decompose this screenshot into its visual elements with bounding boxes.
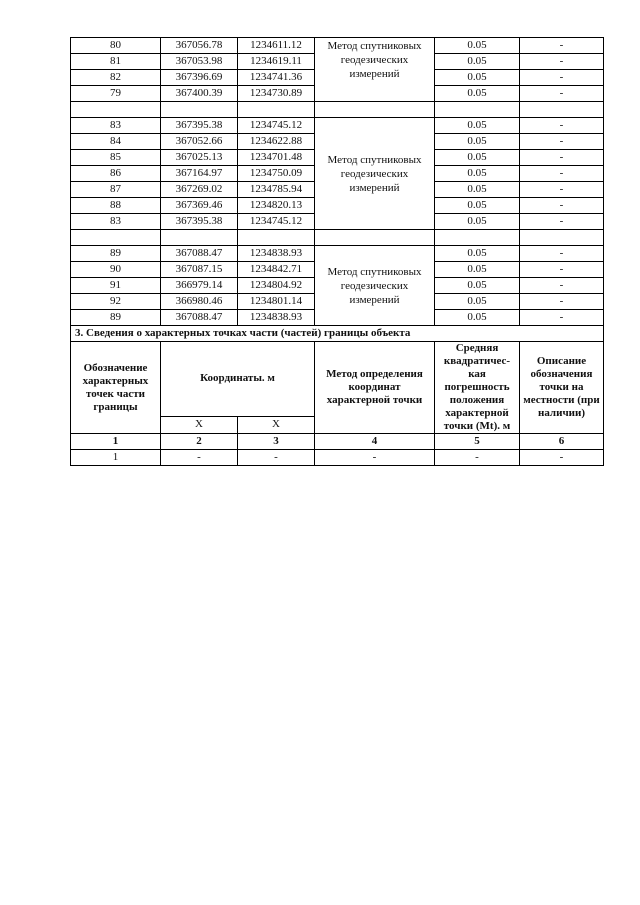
column-number: 5: [435, 434, 520, 450]
coord-y-cell: 1234701.48: [238, 150, 315, 166]
empty-cell: [238, 230, 315, 246]
description-cell: -: [520, 38, 604, 54]
empty-cell: [238, 102, 315, 118]
accuracy-cell: 0.05: [435, 214, 520, 230]
point-number-cell: 85: [71, 150, 161, 166]
empty-cell: [520, 230, 604, 246]
section3-cell: 1: [71, 450, 161, 466]
point-number-cell: 81: [71, 54, 161, 70]
point-number-cell: 89: [71, 246, 161, 262]
column-number: 4: [315, 434, 435, 450]
empty-cell: [71, 230, 161, 246]
coord-x-cell: 367396.69: [161, 70, 238, 86]
point-number-cell: 88: [71, 198, 161, 214]
coord-y-cell: 1234730.89: [238, 86, 315, 102]
description-cell: -: [520, 278, 604, 294]
empty-cell: [161, 230, 238, 246]
point-number-cell: 87: [71, 182, 161, 198]
point-number-cell: 79: [71, 86, 161, 102]
accuracy-cell: 0.05: [435, 166, 520, 182]
coord-y-cell: 1234838.93: [238, 246, 315, 262]
description-cell: -: [520, 70, 604, 86]
accuracy-cell: 0.05: [435, 70, 520, 86]
accuracy-cell: 0.05: [435, 246, 520, 262]
coord-x-cell: 366979.14: [161, 278, 238, 294]
header-designation: Обозначение характерных точек части границы: [71, 342, 161, 434]
header-y: X: [238, 416, 315, 433]
empty-cell: [315, 230, 435, 246]
accuracy-cell: 0.05: [435, 38, 520, 54]
coord-x-cell: 366980.46: [161, 294, 238, 310]
accuracy-cell: 0.05: [435, 182, 520, 198]
coord-x-cell: 367269.02: [161, 182, 238, 198]
coord-y-cell: 1234838.93: [238, 310, 315, 326]
point-number-cell: 82: [71, 70, 161, 86]
description-cell: -: [520, 262, 604, 278]
accuracy-cell: 0.05: [435, 310, 520, 326]
description-cell: -: [520, 214, 604, 230]
header-x: X: [161, 416, 238, 433]
description-cell: -: [520, 310, 604, 326]
column-number: 3: [238, 434, 315, 450]
section-title: 3. Сведения о характерных точках части (частей) границы объекта: [71, 326, 604, 342]
method-cell: Метод спутниковых геодезических измерений: [315, 38, 435, 102]
coord-x-cell: 367395.38: [161, 118, 238, 134]
accuracy-cell: 0.05: [435, 262, 520, 278]
point-number-cell: 84: [71, 134, 161, 150]
description-cell: -: [520, 86, 604, 102]
coord-y-cell: 1234820.13: [238, 198, 315, 214]
coord-y-cell: 1234842.71: [238, 262, 315, 278]
point-number-cell: 92: [71, 294, 161, 310]
point-number-cell: 86: [71, 166, 161, 182]
description-cell: -: [520, 166, 604, 182]
header-method: Метод определения координат характерной точки: [315, 342, 435, 434]
coord-y-cell: 1234750.09: [238, 166, 315, 182]
table-row: [71, 118, 604, 134]
empty-cell: [520, 102, 604, 118]
empty-cell: [71, 102, 161, 118]
coord-x-cell: 367087.15: [161, 262, 238, 278]
method-cell: Метод спутниковых геодезических измерений: [315, 246, 435, 326]
spacer-row: [71, 230, 604, 246]
coord-x-cell: 367164.97: [161, 166, 238, 182]
section3-cell: -: [520, 450, 604, 466]
coord-x-cell: 367053.98: [161, 54, 238, 70]
description-cell: -: [520, 294, 604, 310]
description-cell: -: [520, 54, 604, 70]
description-cell: -: [520, 150, 604, 166]
coord-x-cell: 367088.47: [161, 310, 238, 326]
header-coordinates: Координаты. м: [161, 342, 315, 417]
coord-y-cell: 1234745.12: [238, 214, 315, 230]
accuracy-cell: 0.05: [435, 150, 520, 166]
header-description: Описание обозначения точки на местности (при наличии): [520, 342, 604, 434]
accuracy-cell: 0.05: [435, 278, 520, 294]
point-number-cell: 83: [71, 214, 161, 230]
section3-cell: -: [238, 450, 315, 466]
column-number: 1: [71, 434, 161, 450]
column-number: 2: [161, 434, 238, 450]
coord-y-cell: 1234622.88: [238, 134, 315, 150]
table-row: [71, 246, 604, 262]
coord-x-cell: 367395.38: [161, 214, 238, 230]
accuracy-cell: 0.05: [435, 134, 520, 150]
description-cell: -: [520, 182, 604, 198]
coord-y-cell: 1234611.12: [238, 38, 315, 54]
coordinates-table: [70, 37, 604, 466]
accuracy-cell: 0.05: [435, 198, 520, 214]
point-number-cell: 89: [71, 310, 161, 326]
coord-x-cell: 367088.47: [161, 246, 238, 262]
coord-x-cell: 367369.46: [161, 198, 238, 214]
column-numbers-row: [71, 434, 604, 450]
description-cell: -: [520, 246, 604, 262]
description-cell: -: [520, 118, 604, 134]
accuracy-cell: 0.05: [435, 294, 520, 310]
coord-y-cell: 1234619.11: [238, 54, 315, 70]
table-row: [71, 38, 604, 54]
coord-x-cell: 367052.66: [161, 134, 238, 150]
accuracy-cell: 0.05: [435, 118, 520, 134]
coord-y-cell: 1234801.14: [238, 294, 315, 310]
description-cell: -: [520, 134, 604, 150]
point-number-cell: 80: [71, 38, 161, 54]
point-number-cell: 90: [71, 262, 161, 278]
section3-cell: -: [315, 450, 435, 466]
section-title-row: [71, 326, 604, 342]
coord-x-cell: 367400.39: [161, 86, 238, 102]
coord-y-cell: 1234741.36: [238, 70, 315, 86]
accuracy-cell: 0.05: [435, 54, 520, 70]
section3-cell: -: [435, 450, 520, 466]
description-cell: -: [520, 198, 604, 214]
coord-y-cell: 1234785.94: [238, 182, 315, 198]
spacer-row: [71, 102, 604, 118]
point-number-cell: 91: [71, 278, 161, 294]
column-number: 6: [520, 434, 604, 450]
empty-cell: [315, 102, 435, 118]
method-cell: Метод спутниковых геодезических измерений: [315, 118, 435, 230]
coord-y-cell: 1234804.92: [238, 278, 315, 294]
empty-cell: [161, 102, 238, 118]
accuracy-cell: 0.05: [435, 86, 520, 102]
empty-cell: [435, 230, 520, 246]
point-number-cell: 83: [71, 118, 161, 134]
table-row: [71, 450, 604, 466]
coord-y-cell: 1234745.12: [238, 118, 315, 134]
empty-cell: [435, 102, 520, 118]
section3-cell: -: [161, 450, 238, 466]
header-accuracy: Средняя квадратичес-кая погрешность положения характерной точки (Mt). м: [435, 342, 520, 434]
header-row: [71, 342, 604, 417]
coord-x-cell: 367025.13: [161, 150, 238, 166]
coord-x-cell: 367056.78: [161, 38, 238, 54]
coordinates-table-body: [71, 38, 604, 466]
